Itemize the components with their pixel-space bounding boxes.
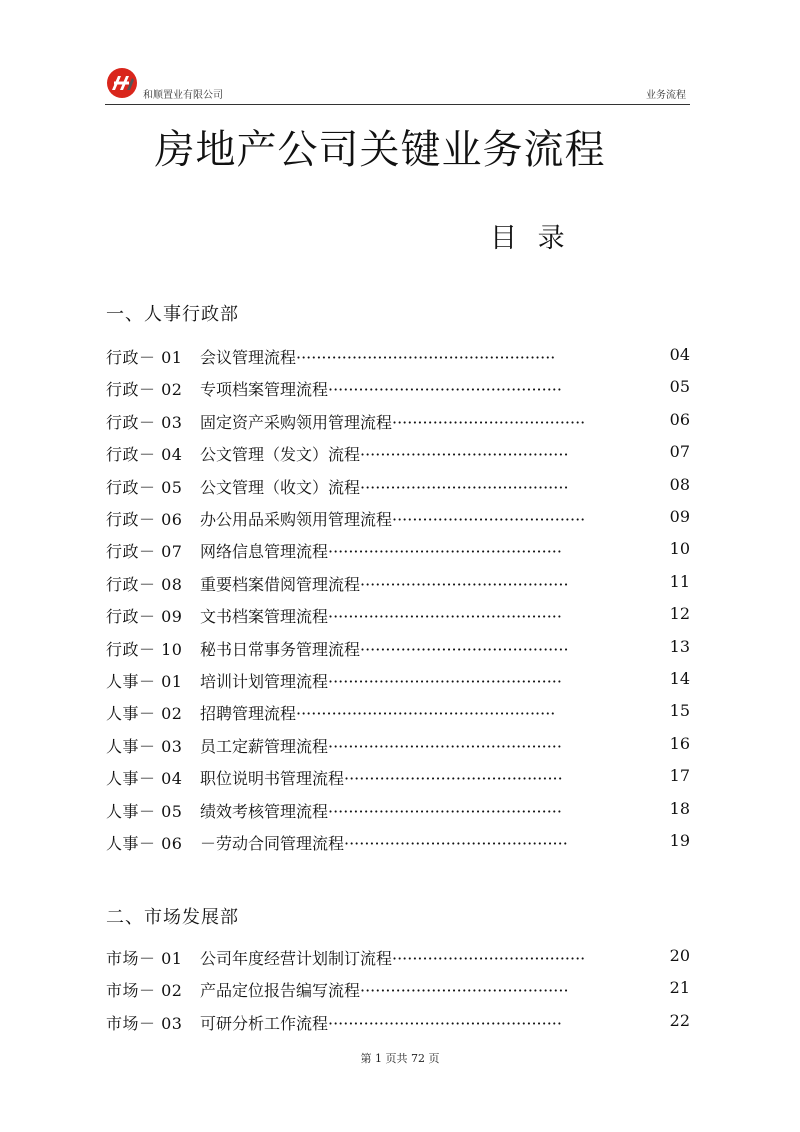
toc-entry-code: 行政－ 04 xyxy=(106,445,183,465)
toc-entry-code: 人事－ 03 xyxy=(106,736,183,756)
section-heading: 二、市场发展部 xyxy=(106,907,239,928)
toc-entry-label: 培训计划管理流程·············································· xyxy=(200,672,562,691)
toc-entry-page: 22 xyxy=(669,1010,690,1030)
toc-entry-label: 员工定薪管理流程·············································· xyxy=(200,736,562,756)
page-header xyxy=(105,66,690,105)
toc-entry-code: 人事－ 04 xyxy=(106,769,183,789)
toc-entry-label: 重要档案借阅管理流程········································· xyxy=(200,574,569,594)
toc-entry-page: 10 xyxy=(669,539,690,559)
toc-entry-label: 公司年度经营计划制订流程······································ xyxy=(200,949,586,968)
toc-entry-page: 19 xyxy=(669,831,690,850)
toc-entry-code: 行政－ 01 xyxy=(106,348,183,367)
toc-title: 目 录 xyxy=(490,223,571,254)
toc-entry-page: 14 xyxy=(669,669,690,688)
toc-entry[interactable] xyxy=(106,410,690,434)
toc-entry-label: 固定资产采购领用管理流程······································ xyxy=(200,412,586,432)
toc-entry[interactable] xyxy=(106,345,690,369)
toc-entry-label: 会议管理流程··················································· xyxy=(200,348,556,367)
toc-entry[interactable] xyxy=(106,831,690,855)
toc-entry-label: －劳动合同管理流程············································ xyxy=(200,834,568,853)
toc-entry-label: 可研分析工作流程·············································· xyxy=(200,1013,562,1033)
toc-entry[interactable] xyxy=(106,572,690,596)
toc-entry-label: 网络信息管理流程·············································· xyxy=(200,542,562,562)
toc-entry-page: 06 xyxy=(669,409,690,429)
toc-entry-code: 人事－ 01 xyxy=(106,672,183,691)
company-name: 和顺置业有限公司 xyxy=(143,90,223,101)
toc-entry-page: 11 xyxy=(669,571,690,591)
toc-entry[interactable] xyxy=(106,799,690,823)
toc-entry-code: 行政－ 10 xyxy=(106,639,183,659)
toc-entry[interactable] xyxy=(106,766,690,790)
toc-entry-label: 公文管理（收文）流程········································· xyxy=(200,477,569,497)
toc-entry[interactable] xyxy=(106,507,690,531)
toc-entry-code: 人事－ 06 xyxy=(106,834,183,853)
toc-entry-code: 行政－ 09 xyxy=(106,607,183,627)
toc-entry[interactable] xyxy=(106,946,690,970)
section-heading: 一、人事行政部 xyxy=(106,304,239,325)
toc-entry[interactable] xyxy=(106,539,690,563)
toc-entry-label: 办公用品采购领用管理流程······································ xyxy=(200,510,586,529)
toc-entry[interactable] xyxy=(106,734,690,758)
toc-entry[interactable] xyxy=(106,978,690,1002)
toc-entry-code: 行政－ 03 xyxy=(106,412,183,432)
toc-entry[interactable] xyxy=(106,1011,690,1035)
toc-entry-page: 18 xyxy=(669,798,690,818)
toc-entry[interactable] xyxy=(106,669,690,693)
toc-entry-page: 20 xyxy=(669,946,690,965)
toc-entry-page: 05 xyxy=(669,377,690,397)
toc-entry-label: 文书档案管理流程·············································· xyxy=(200,607,562,627)
toc-entry-page: 08 xyxy=(669,474,690,494)
toc-entry-code: 行政－ 08 xyxy=(106,574,183,594)
header-section-label: 业务流程 xyxy=(646,90,686,101)
toc-entry-page: 21 xyxy=(669,978,690,998)
toc-entry-page: 17 xyxy=(669,766,690,786)
toc-entry-page: 15 xyxy=(669,701,690,721)
toc-entry-label: 招聘管理流程··················································· xyxy=(200,704,556,724)
toc-entry-label: 专项档案管理流程·············································· xyxy=(200,380,562,400)
toc-entry[interactable] xyxy=(106,604,690,628)
toc-entry-code: 市场－ 02 xyxy=(106,981,183,1001)
company-logo-icon xyxy=(105,66,139,100)
toc-entry-page: 16 xyxy=(669,733,690,753)
toc-entry-page: 12 xyxy=(669,604,690,624)
toc-entry[interactable] xyxy=(106,637,690,661)
toc-entry-code: 行政－ 07 xyxy=(106,542,183,562)
toc-entry-page: 13 xyxy=(669,636,690,656)
toc-entry-code: 市场－ 01 xyxy=(106,949,183,968)
toc-entry[interactable] xyxy=(106,442,690,466)
toc-entry-label: 产品定位报告编写流程········································· xyxy=(200,981,569,1001)
toc-entry-page: 04 xyxy=(669,345,690,364)
toc-entry-label: 公文管理（发文）流程········································· xyxy=(200,445,569,465)
toc-entry-code: 人事－ 05 xyxy=(106,801,183,821)
toc-entry-code: 行政－ 06 xyxy=(106,510,183,529)
toc-entry[interactable] xyxy=(106,475,690,499)
toc-entry-code: 行政－ 02 xyxy=(106,380,183,400)
toc-entry[interactable] xyxy=(106,377,690,401)
toc-entry-code: 市场－ 03 xyxy=(106,1013,183,1033)
toc-entry-label: 职位说明书管理流程··········································· xyxy=(200,769,563,789)
page-footer: 第 1 页共 72 页 xyxy=(360,1052,440,1065)
toc-entry-code: 人事－ 02 xyxy=(106,704,183,724)
toc-entry-code: 行政－ 05 xyxy=(106,477,183,497)
toc-entry-page: 07 xyxy=(669,442,690,462)
toc-entry[interactable] xyxy=(106,701,690,725)
toc-entry-label: 绩效考核管理流程·············································· xyxy=(200,801,562,821)
document-title: 房地产公司关键业务流程 xyxy=(154,127,606,173)
toc-entry-page: 09 xyxy=(669,507,690,526)
toc-entry-label: 秘书日常事务管理流程········································· xyxy=(200,639,569,659)
